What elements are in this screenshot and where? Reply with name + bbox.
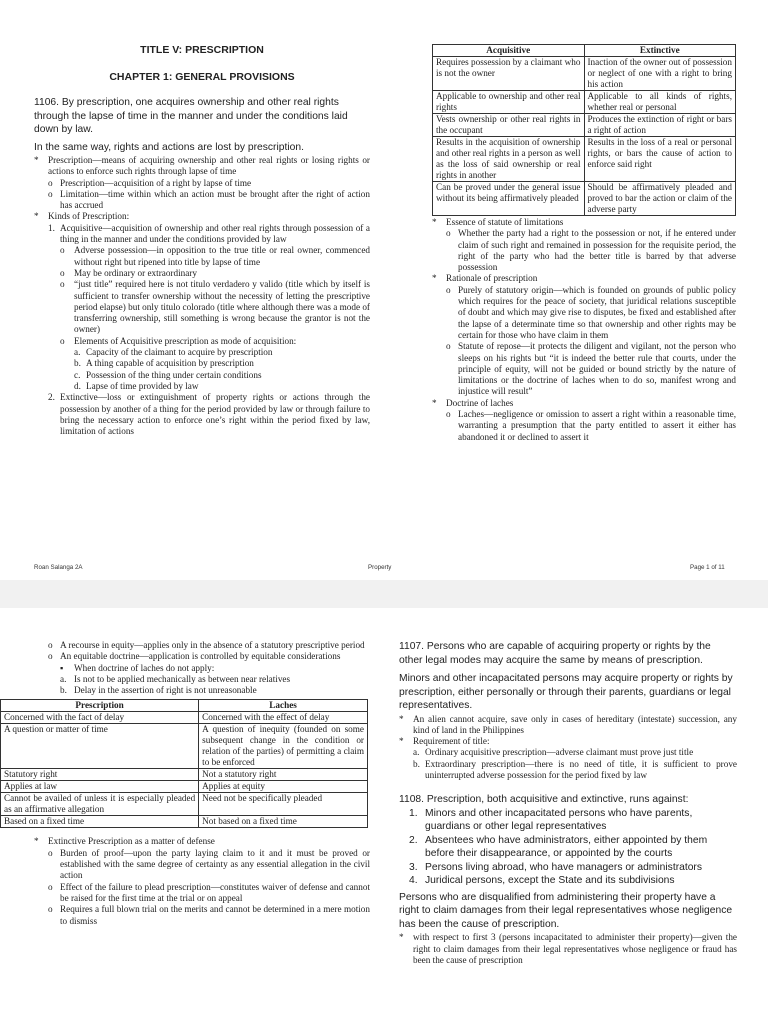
list-item [432,285,736,341]
list-marker: 2. [48,392,55,403]
list-marker: o [60,245,65,256]
defense-notes-list [34,836,370,926]
table-row [1,793,368,816]
list-item-text: Capacity of the claimant to acquire by prescription [86,347,273,358]
list-item-text: Adverse possession—in opposition to the true title or real owner, commenced without right but ripened into title by lapse of time [74,245,370,267]
table-cell: Not based on a fixed time [199,816,368,828]
prescription-laches-table [0,699,368,828]
list-item [432,273,736,284]
table-row [1,712,368,724]
chapter-heading: CHAPTER 1: GENERAL PROVISIONS [109,71,295,83]
list-item [34,245,370,268]
list-item-text: Extinctive Prescription as a matter of defense [48,836,215,847]
table-cell: Results in the loss of a real or personal rights, or bars the cause of action to enforce said right [584,137,736,182]
list-item-text: Lapse of time provided by law [86,380,199,391]
list-item [34,640,370,651]
numbered-item-marker: 3. [409,861,418,873]
list-item [432,409,736,443]
list-marker: o [48,640,53,650]
list-item-text: Statute of repose—it protects the diligent and vigilant, not the person who sleeps on his rights but “it is indeed the better rule that courts, under the principle of equity, will not be guided or bound strictly by the nature of limitations or the doctrine of laches when to do so, manifest wrong and injustice will result” [458,341,736,397]
list-item-text: A recourse in equity—applies only in the absence of a statutory prescriptive period [60,640,365,650]
page2-left-column [0,640,370,927]
table-cell: Can be proved under the general issue without its being affirmatively pleaded [433,182,585,216]
list-item [399,932,737,966]
article-1108-list [399,807,737,888]
table-header-extinctive: Extinctive [584,45,736,57]
list-item [34,178,370,189]
list-marker: * [34,211,39,222]
list-item [34,358,370,369]
list-item-text: Kinds of Prescription: [48,211,130,222]
list-item-text: Ordinary acquisitive prescription—adverse claimant must prove just title [425,747,694,758]
list-item-text: Burden of proof—upon the party laying claim to it and it must be proved or established with the same degree of certainty as any essential allegation in the civil action [60,847,370,881]
list-marker: o [48,904,53,915]
list-item-text: An equitable doctrine—application is controlled by equitable considerations [60,651,341,662]
list-marker: o [446,341,451,352]
page1-right-column [432,44,736,443]
list-marker: b. [74,358,81,369]
list-item-text: May be ordinary or extraordinary [74,267,197,278]
numbered-item [399,874,737,888]
list-item [34,685,370,696]
table-cell: Need not be specifically pleaded [199,793,368,816]
list-item-text: Essence of statute of limitations [446,217,564,227]
list-item-text: Limitation—time within which an action must be brought after the right of action has accrued [60,188,370,211]
list-marker: * [399,713,404,724]
list-marker: b. [413,758,420,769]
table-row [1,724,368,769]
list-item [34,189,370,212]
table-row [433,57,736,91]
list-item [34,268,370,279]
table-cell: Inaction of the owner out of possession or neglect of one with a right to bring his action [584,57,736,91]
list-marker: b. [60,685,67,696]
list-marker: d. [74,380,81,391]
table-cell: A question of inequity (founded on some subsequent change in the condition or relation of the parties) of permitting a claim to be enforced [199,724,368,769]
list-item [432,228,736,273]
notes-list [34,155,370,437]
list-marker: o [446,409,451,420]
list-item [432,398,736,409]
acquisitive-extinctive-table [432,44,736,216]
numbered-item-marker: 4. [409,875,418,887]
list-marker: o [48,651,53,662]
numbered-item-text: Absentees who have administrators, either appointed by them before their disappearance, or appointed by the courts [425,834,708,860]
list-item-text: with respect to first 3 (persons incapacitated to administer their property)—given the right to claim damages from their legal representatives whose negligence or fraud has been the cause of prescription [413,932,737,965]
list-marker: a. [74,347,81,358]
page-separator [0,580,768,608]
list-marker: o [48,847,53,858]
footer-page-number: Page 1 of 11 [690,564,725,571]
list-item [34,370,370,381]
list-marker: a. [60,673,67,684]
table-header-prescription: Prescription [1,700,199,712]
list-marker: o [446,284,451,295]
list-item-text: “just title” required here is not titulo verdadero y valido (title which by itself is sufficient to transfer ownership without the necessity of letting the prescriptive period elapse) but only titulo colorado (title where although there was a mode of transferring ownership, still something is wrong because the grantor is not the owner) [74,279,370,335]
list-item-text: Extraordinary prescription—there is no need of title, it is sufficient to prove uninterrupted adverse possession for the period fixed by law [425,758,737,780]
list-item [432,341,736,397]
list-item [432,217,736,228]
table-cell: Concerned with the effect of delay [199,712,368,724]
numbered-item-text: Persons living abroad, who have managers or administrators [425,861,703,873]
footer-subject: Property [368,564,392,571]
list-item [34,848,370,882]
list-item-text: Purely of statutory origin—which is founded on grounds of public policy which requires for the peace of society, that juridical relations susceptible of doubt and which may give rise to disputes, be fixed and established after the lapse of a determinate time so that ownership and other rights may be certain for those who have claim in them [458,284,736,340]
title-heading: TITLE V: PRESCRIPTION [140,44,264,56]
list-item-text: Rationale of prescription [446,273,538,284]
list-marker: * [34,155,39,165]
list-marker: * [432,217,437,227]
list-item [34,674,370,685]
list-item [399,714,737,737]
list-item [34,347,370,358]
list-item-text: Requires a full blown trial on the merits and cannot be determined in a mere motion to dismiss [60,904,370,926]
list-item-text: Prescription—means of acquiring ownership and other real rights or losing rights or actions to enforce such rights through lapse of time [48,155,370,177]
list-item-text: Elements of Acquisitive prescription as mode of acquisition: [74,335,297,346]
list-item [34,381,370,392]
list-item [34,836,370,847]
list-marker: 1. [48,222,55,233]
list-item [34,155,370,178]
list-item [399,736,737,747]
numbered-item-text: Juridical persons, except the State and its subdivisions [425,875,675,887]
list-marker: o [60,267,65,278]
list-marker: o [60,279,65,290]
list-item [34,882,370,905]
table-cell: Applies at equity [199,781,368,793]
article-1107-second-paragraph: Minors and other incapacitated persons may acquire property or rights by prescription, either personally or through their parents, guardians or legal representatives. [399,673,733,711]
notes-list-1108 [399,932,737,966]
table-row [433,91,736,114]
document-page-2 [0,608,768,1024]
list-marker: * [34,836,39,847]
list-item [34,336,370,347]
table-cell: Statutory right [1,769,199,781]
table-cell: Based on a fixed time [1,816,199,828]
list-item [34,392,370,437]
numbered-item [399,807,737,834]
table-header-laches: Laches [199,700,368,712]
list-item [34,223,370,246]
table-cell: Not a statutory right [199,769,368,781]
list-item-text: Prescription—acquisition of a right by lapse of time [60,177,252,188]
list-marker: * [399,736,404,747]
list-item-text: Is not to be applied mechanically as between near relatives [74,673,291,684]
numbered-item [399,861,737,875]
notes-list-right [432,217,736,443]
page2-right-column [399,640,737,966]
page1-left-column [34,44,370,437]
table-cell: Applies at law [1,781,199,793]
list-item [399,747,737,758]
list-item-text: Effect of the failure to plead prescription—constitutes waiver of defense and cannot be raised for the first time at the trial or on appeal [60,881,370,903]
list-item-text: A thing capable of acquisition by prescription [86,358,254,369]
article-1107-text: 1107. Persons who are capable of acquiring property or rights by the other legal modes may acquire the same by means of prescription. [399,641,711,666]
table-row [1,781,368,793]
numbered-item-text: Minors and other incapacitated persons who have parents, guardians or other legal representatives [425,807,693,833]
list-item-text: When doctrine of laches do not apply: [74,662,215,673]
list-item [34,663,370,674]
article-1108-intro: 1108. Prescription, both acquisitive and extinctive, runs against: [399,794,689,806]
list-marker: o [48,881,53,892]
list-item-text: Possession of the thing under certain conditions [86,369,262,380]
article-1108-second-paragraph: Persons who are disqualified from administering their property have a right to claim damages from their legal representatives whose negligence has been the cause of prescription. [399,891,733,930]
list-item [399,759,737,782]
list-item [34,904,370,927]
list-item [34,651,370,662]
article-1106-second-paragraph: In the same way, rights and actions are lost by prescription. [34,141,304,153]
list-item [34,279,370,335]
table-row [433,137,736,182]
list-marker: a. [413,747,420,758]
table-cell: Applicable to all kinds of rights, whether real or personal [584,91,736,114]
table-cell: Should be affirmatively pleaded and proved to bar the action or claim of the adverse party [584,182,736,216]
list-item-text: Whether the party had a right to the possession or not, if he entered under claim of such right and remained in possession for the requisite period, the right of the party who had the better title is barred by that adverse possession [458,228,736,273]
table-cell: Produces the extinction of right or bars a right of action [584,114,736,137]
list-marker: * [432,273,437,284]
laches-notes-list [34,640,370,696]
table-cell: Applicable to ownership and other real rights [433,91,585,114]
numbered-item-marker: 1. [409,807,418,819]
list-marker: ▪ [60,662,64,673]
numbered-item-marker: 2. [409,834,418,846]
list-item [34,211,370,222]
list-marker: o [48,177,53,188]
table-row [433,182,736,216]
notes-list-1107 [399,714,737,782]
list-item-text: Acquisitive—acquisition of ownership and other real rights through possession of a thing in the manner and under the conditions provided by law [60,222,370,245]
table-cell: Concerned with the fact of delay [1,712,199,724]
list-item-text: Laches—negligence or omission to assert a right within a reasonable time, warranting a presumption that the party entitled to assert it either has abandoned it or declined to assert it [458,409,736,442]
table-cell: Cannot be availed of unless it is especially pleaded as an affirmative allegation [1,793,199,816]
list-item-text: An alien cannot acquire, save only in cases of hereditary (intestate) succession, any kind of land in the Philippines [413,713,737,735]
list-marker: o [60,335,65,346]
table-cell: Requires possession by a claimant who is not the owner [433,57,585,91]
list-marker: o [48,188,53,199]
list-item-text: Delay in the assertion of right is not unreasonable [74,685,257,696]
table-row [433,114,736,137]
table-header-acquisitive: Acquisitive [433,45,585,57]
table-cell: Vests ownership or other real rights in the occupant [433,114,585,137]
table-row [1,769,368,781]
article-1106-text: 1106. By prescription, one acquires ownership and other real rights through the lapse of time in the manner and under the conditions laid down by law. [34,97,348,135]
footer-author: Roan Salanga 2A [34,564,83,571]
list-item-text: Requirement of title: [413,736,490,747]
list-item-text: Extinctive—loss or extinguishment of property rights or actions through the possession by another of a thing for the period provided by law or through failure to bring the necessary action to enforce one’s right within the period fixed by law, limitation of actions [60,392,370,437]
list-marker: c. [74,369,81,380]
list-marker: * [432,397,437,408]
list-marker: * [399,932,404,943]
numbered-item [399,834,737,861]
table-cell: Results in the acquisition of ownership and other real rights in a person as well as the loss of said ownership or real rights in another [433,137,585,182]
list-item-text: Doctrine of laches [446,397,514,408]
list-marker: o [446,228,451,239]
table-cell: A question or matter of time [1,724,199,769]
table-row [1,816,368,828]
